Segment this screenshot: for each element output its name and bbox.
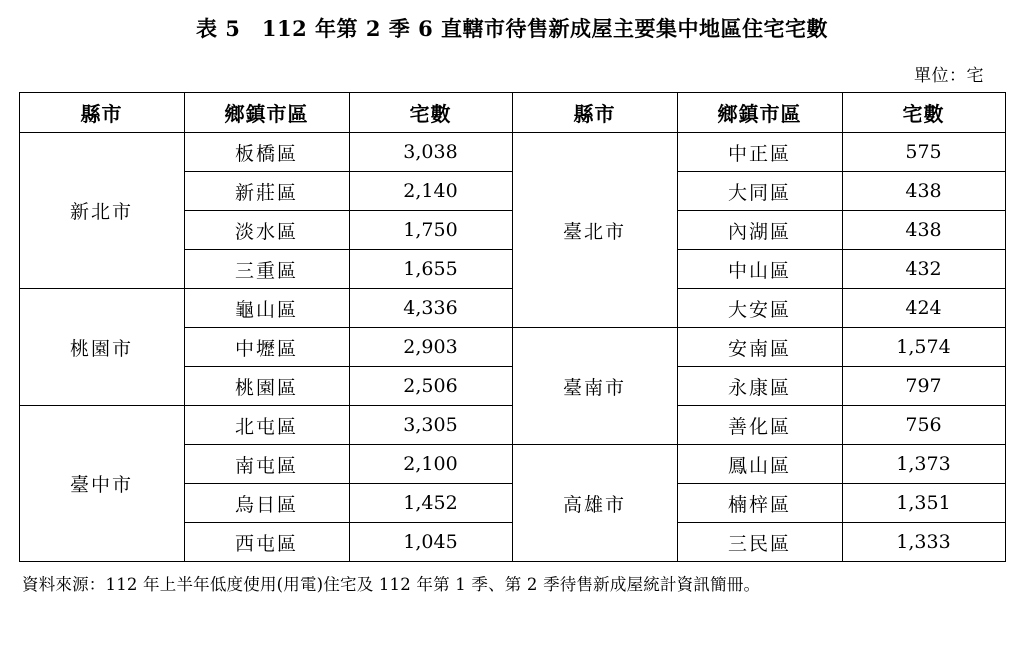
county-cell-left: 桃園市 [19, 289, 184, 406]
district-cell-right: 中正區 [677, 133, 842, 172]
count-cell-right: 575 [842, 133, 1005, 172]
count-cell-left: 1,045 [349, 523, 512, 562]
district-cell-left: 三重區 [184, 250, 349, 289]
district-cell-left: 新莊區 [184, 172, 349, 211]
table-body [19, 133, 1005, 562]
source-note: 資料來源：112 年上半年低度使用(用電)住宅及 112 年第 1 季、第 2 季待售新成屋統計資訊簡冊。 [22, 575, 761, 595]
count-cell-right: 438 [842, 211, 1005, 250]
district-cell-left: 桃園區 [184, 367, 349, 406]
count-cell-right: 1,373 [842, 445, 1005, 484]
district-cell-right: 鳳山區 [677, 445, 842, 484]
unit-note: 單位：宅 [914, 66, 984, 87]
count-cell-right: 1,351 [842, 484, 1005, 523]
count-cell-left: 3,038 [349, 133, 512, 172]
district-cell-right: 善化區 [677, 406, 842, 445]
page-title: 表 5 112 年第 2 季 6 直轄市待售新成屋主要集中地區住宅宅數 [195, 16, 829, 41]
count-cell-left: 1,452 [349, 484, 512, 523]
district-cell-left: 烏日區 [184, 484, 349, 523]
count-cell-right: 756 [842, 406, 1005, 445]
district-cell-right: 內湖區 [677, 211, 842, 250]
county-cell-right: 臺南市 [512, 328, 677, 445]
district-cell-left: 北屯區 [184, 406, 349, 445]
count-cell-left: 2,140 [349, 172, 512, 211]
header-county-left: 縣市 [19, 93, 184, 133]
header-district-right: 鄉鎮市區 [677, 93, 842, 133]
district-cell-right: 大同區 [677, 172, 842, 211]
document-page [0, 8, 1024, 649]
count-cell-right: 424 [842, 289, 1005, 328]
count-cell-left: 1,655 [349, 250, 512, 289]
district-cell-left: 龜山區 [184, 289, 349, 328]
header-county-right: 縣市 [512, 93, 677, 133]
count-cell-right: 438 [842, 172, 1005, 211]
count-cell-left: 2,100 [349, 445, 512, 484]
district-cell-right: 大安區 [677, 289, 842, 328]
table-header-row [19, 93, 1005, 133]
count-cell-right: 1,574 [842, 328, 1005, 367]
count-cell-left: 3,305 [349, 406, 512, 445]
county-cell-left: 新北市 [19, 133, 184, 289]
table-row [19, 133, 1005, 172]
district-cell-left: 南屯區 [184, 445, 349, 484]
housing-stock-table [19, 92, 1006, 562]
header-count-right: 宅數 [842, 93, 1005, 133]
district-cell-right: 三民區 [677, 523, 842, 562]
district-cell-left: 板橋區 [184, 133, 349, 172]
district-cell-right: 安南區 [677, 328, 842, 367]
count-cell-left: 2,903 [349, 328, 512, 367]
count-cell-right: 432 [842, 250, 1005, 289]
count-cell-right: 1,333 [842, 523, 1005, 562]
district-cell-right: 楠梓區 [677, 484, 842, 523]
table-header [19, 93, 1005, 133]
header-count-left: 宅數 [349, 93, 512, 133]
district-cell-left: 中壢區 [184, 328, 349, 367]
header-district-left: 鄉鎮市區 [184, 93, 349, 133]
district-cell-left: 淡水區 [184, 211, 349, 250]
count-cell-left: 4,336 [349, 289, 512, 328]
county-cell-left: 臺中市 [19, 406, 184, 562]
district-cell-right: 永康區 [677, 367, 842, 406]
count-cell-left: 1,750 [349, 211, 512, 250]
count-cell-right: 797 [842, 367, 1005, 406]
count-cell-left: 2,506 [349, 367, 512, 406]
district-cell-right: 中山區 [677, 250, 842, 289]
county-cell-right: 臺北市 [512, 133, 677, 328]
county-cell-right: 高雄市 [512, 445, 677, 562]
district-cell-left: 西屯區 [184, 523, 349, 562]
